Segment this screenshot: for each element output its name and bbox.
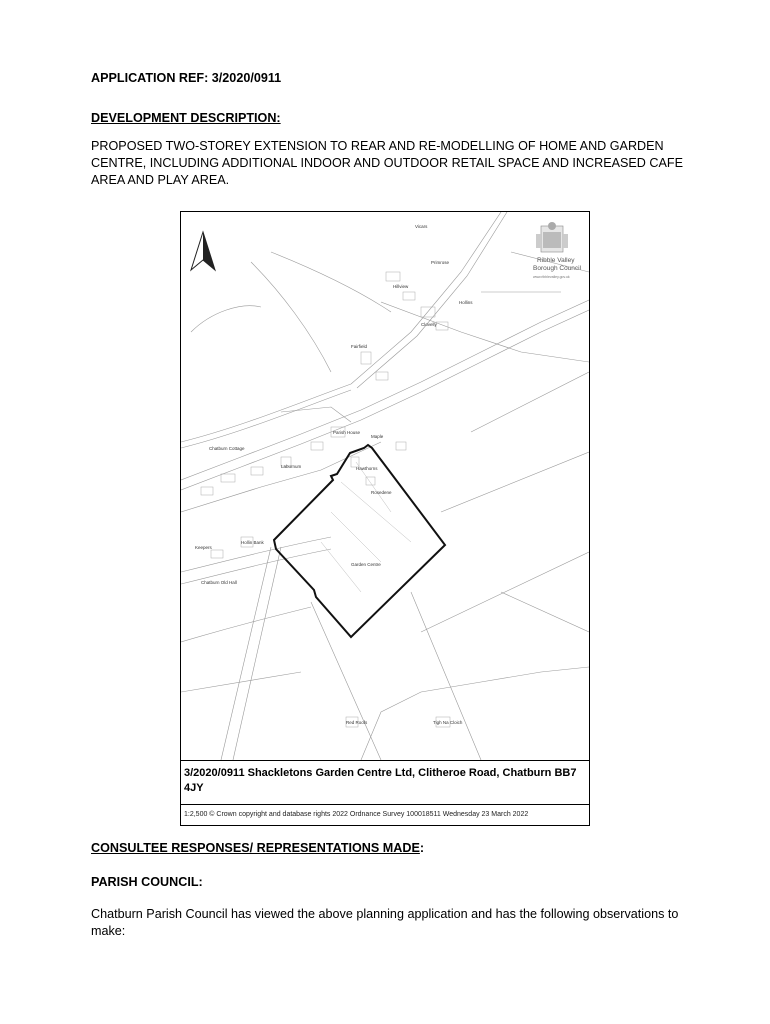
map-label: Hillview [393, 284, 409, 289]
development-heading: DEVELOPMENT DESCRIPTION: [91, 111, 281, 125]
map-buildings [201, 272, 450, 727]
council-crest-icon [536, 222, 568, 252]
map-label: Chatburn Cottage [209, 446, 245, 451]
map-roads [181, 212, 589, 760]
map-drawing [181, 212, 589, 760]
map-label: Maple [371, 434, 384, 439]
consultee-heading-colon: : [419, 841, 425, 855]
site-boundary [274, 445, 445, 637]
map-label: Laburnum [281, 464, 302, 469]
consultee-heading-line [91, 840, 424, 857]
council-logo-text-3: www.ribblevalley.gov.uk [533, 275, 570, 279]
map-caption: 3/2020/0911 Shackletons Garden Centre Ltd, Clitheroe Road, Chatburn BB7 4JY [184, 767, 577, 794]
map-label: Rosedene [371, 490, 392, 495]
map-label: Red Roofs [346, 720, 368, 725]
map-label: Primrose [431, 260, 450, 265]
map-label: Chatburn Old Hall [201, 580, 237, 585]
map-label: Vicars [415, 224, 428, 229]
map-footer: 1:2,500 © Crown copyright and database rights 2022 Ordnance Survey 100018511 Wednesday 23 March 2022 [181, 804, 589, 825]
application-ref: APPLICATION REF: 3/2020/0911 [91, 71, 282, 85]
council-logo-text-1: Ribble Valley [537, 257, 575, 264]
map-label: Garden Centre [351, 562, 381, 567]
map-label: Hollin Bank [241, 540, 264, 545]
map-label: Parish House [333, 430, 361, 435]
map-label: Fairfield [351, 344, 368, 349]
parish-council-text: Chatburn Parish Council has viewed the above planning application and has the following observations to make: [91, 907, 679, 938]
development-description: PROPOSED TWO-STOREY EXTENSION TO REAR AND RE-MODELLING OF HOME AND GARDEN CENTRE, INCLUDING ADDITIONAL INDOOR AND OUTDOOR RETAIL SPACE AND INCREASED CAFE AREA AND PLAY AREA. [91, 139, 683, 187]
map-label: Keepers [195, 545, 212, 550]
council-logo-text-2: Borough Council [533, 265, 582, 272]
map-label: Hollins [459, 300, 473, 305]
map-label: Clovelly [421, 322, 437, 327]
map-label: Hawthorns [356, 466, 378, 471]
location-map [180, 211, 590, 826]
map-label: Tigh Na Cloich [433, 720, 463, 725]
map-caption-box [181, 760, 589, 804]
parish-council-heading: PARISH COUNCIL: [91, 875, 203, 889]
consultee-heading: CONSULTEE RESPONSES/ REPRESENTATIONS MADE [91, 841, 420, 855]
